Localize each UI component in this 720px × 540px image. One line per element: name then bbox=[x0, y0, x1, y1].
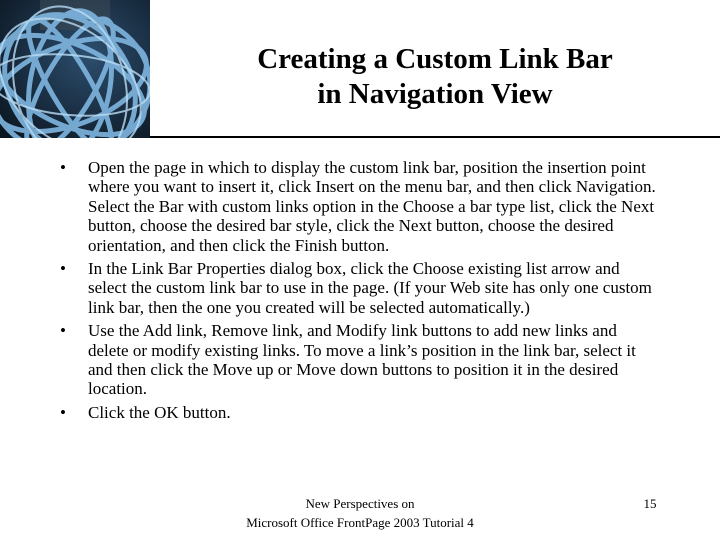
slide-title-line-1: Creating a Custom Link Bar bbox=[257, 43, 613, 75]
bullet-text: In the Link Bar Properties dialog box, click the Choose existing list arrow and select the custom link bar to use in the page. (If your Web site has only one custom link bar, then the one you created will be selected automatically.) bbox=[88, 259, 652, 317]
bullet-text: Open the page in which to display the custom link bar, position the insertion point where you want to insert it, click Insert on the menu bar, and then click Navigation. Select the Bar with custom links option in the Choose a bar type list, click the Next button, choose the desired bar style, click the Next button, choose the desired orientation, and then click the Finish button. bbox=[88, 158, 656, 255]
corner-photo-globe-sculpture bbox=[0, 0, 150, 138]
bullet-item bbox=[60, 321, 660, 399]
bullet-item bbox=[60, 403, 660, 422]
slide-title-line-2: in Navigation View bbox=[317, 78, 553, 110]
slide-title bbox=[150, 42, 720, 112]
bullet-icon: • bbox=[60, 158, 66, 177]
footer-source-line-1: New Perspectives on bbox=[305, 496, 415, 511]
bullet-item bbox=[60, 259, 660, 317]
bullet-icon: • bbox=[60, 402, 66, 422]
globe-sculpture-icon bbox=[0, 0, 150, 138]
bullet-icon: • bbox=[60, 259, 66, 279]
header-divider bbox=[150, 136, 720, 138]
footer-source-line-2: Microsoft Office FrontPage 2003 Tutorial 4 bbox=[246, 515, 474, 530]
bullet-text: Click the OK button. bbox=[88, 402, 231, 422]
footer-source bbox=[180, 494, 540, 532]
bullet-list bbox=[60, 158, 660, 426]
bullet-item bbox=[60, 158, 660, 255]
page-number: 15 bbox=[643, 496, 657, 511]
bullet-icon: • bbox=[60, 321, 66, 341]
bullet-text: Use the Add link, Remove link, and Modify link buttons to add new links and delete or modify existing links. To move a link’s position in the link bar, select it and then click the Move up or Move down buttons to position it in the desired location. bbox=[88, 321, 636, 399]
